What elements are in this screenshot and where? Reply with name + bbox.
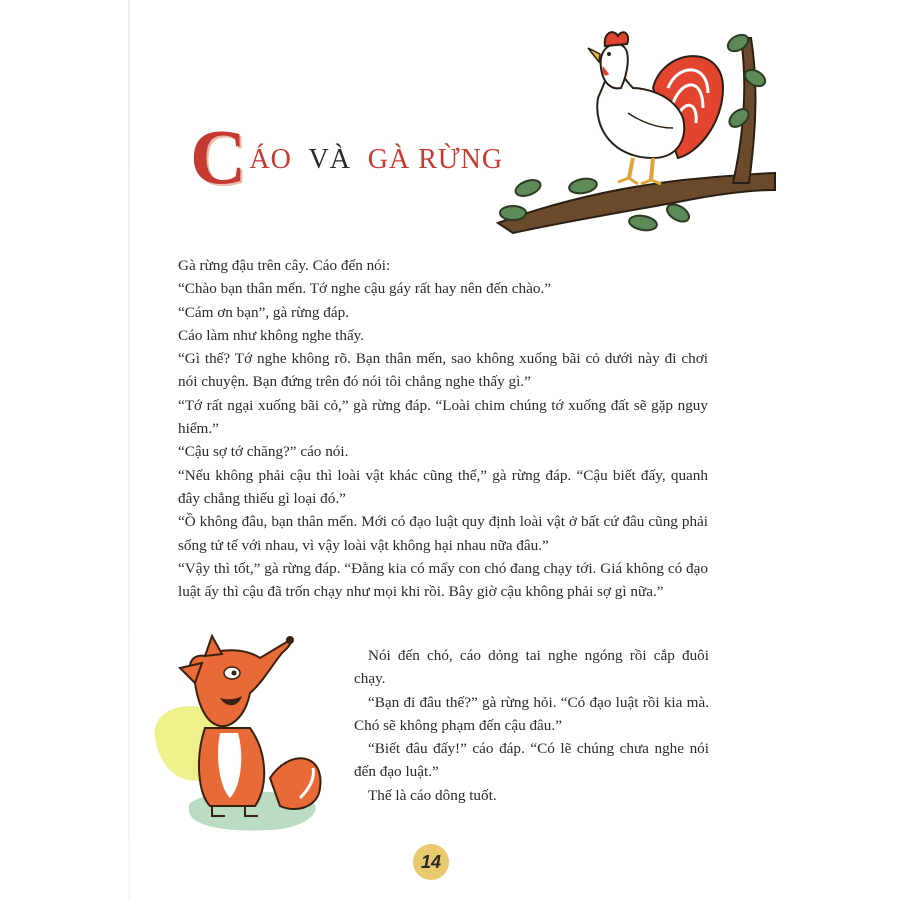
page-gutter-edge	[128, 0, 130, 900]
page-number: 14	[420, 851, 442, 872]
title-part-2: GÀ RỪNG	[367, 144, 504, 175]
paragraph: “Cám ơn bạn”, gà rừng đáp.	[178, 303, 350, 321]
title-text	[249, 138, 503, 180]
title-drop-cap: C	[190, 113, 248, 200]
rooster-on-branch-illustration	[493, 18, 778, 243]
paragraph: Gà rừng đậu trên cây. Cáo đến nói:	[178, 257, 391, 274]
paragraph: “Vậy thì tốt,” gà rừng đáp. “Đằng kia có mấy con chó đang chạy tới. Giá không có đạo luật ấy thì cậu đã trốn chạy như mọi khi rồi. Bây giờ cậu không phải sợ gì nữa.”	[178, 559, 708, 601]
title-conjunction: VÀ	[308, 144, 351, 175]
story-text-ending	[354, 644, 709, 807]
paragraph: “Chào bạn thân mến. Tớ nghe cậu gáy rất hay nên đến chào.”	[178, 280, 551, 298]
story-title	[190, 113, 504, 200]
paragraph: “Gì thế? Tớ nghe không rõ. Bạn thân mến, sao không xuống bãi cỏ dưới này đi chơi nói chuyện. Bạn đứng trên đó nói tôi chẳng nghe thấy gì.”	[178, 350, 708, 391]
title-part-1: ÁO	[249, 144, 292, 175]
paragraph: Thế là cáo dông tuốt.	[368, 786, 497, 804]
paragraph: “Ồ không đâu, bạn thân mến. Mới có đạo luật quy định loài vật ở bất cứ đâu cũng phải sống tử tế với nhau, vì vậy loài vật không hại nhau nữa đâu.”	[178, 513, 708, 554]
paragraph: Cáo làm như không nghe thấy.	[178, 326, 365, 344]
paragraph: “Biết đâu đấy!” cáo đáp. “Có lẽ chúng chưa nghe nói đến đạo luật.”	[354, 740, 709, 781]
paragraph: “Bạn đi đâu thế?” gà rừng hỏi. “Có đạo luật rồi kia mà. Chó sẽ không phạm đến cậu đâu.”	[354, 693, 709, 734]
paragraph: “Cậu sợ tớ chăng?” cáo nói.	[178, 443, 349, 461]
paragraph: Nói đến chó, cáo dỏng tai nghe ngóng rồi cắp đuôi chạy.	[354, 647, 709, 688]
fox-illustration	[150, 628, 330, 838]
paragraph: “Nếu không phải cậu thì loài vật khác cũng thế,” gà rừng đáp. “Cậu biết đấy, quanh đây chẳng thiếu gì loại đó.”	[178, 466, 708, 507]
paragraph: “Tớ rất ngại xuống bãi cỏ,” gà rừng đáp. “Loài chim chúng tớ xuống đất sẽ gặp nguy hiểm.”	[178, 396, 708, 438]
story-text-main	[178, 254, 708, 603]
page-number-badge	[413, 844, 449, 880]
